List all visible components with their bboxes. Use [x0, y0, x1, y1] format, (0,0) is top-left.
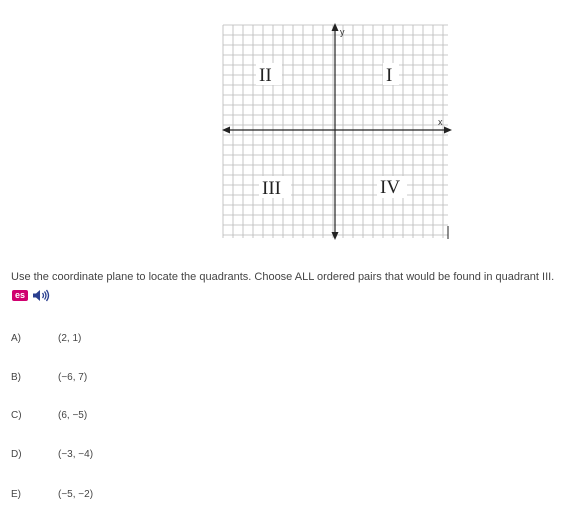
y-axis-bottom-arrow — [332, 232, 339, 240]
choice-c[interactable] — [11, 410, 311, 426]
choice-letter: E) — [11, 489, 21, 500]
y-axis-top-arrow — [332, 23, 339, 31]
x-axis-right-arrow — [444, 127, 452, 134]
choice-value: (−6, 7) — [58, 372, 88, 383]
quadrant-I-label: I — [386, 65, 393, 86]
quadrant-II-label: II — [259, 65, 272, 86]
choice-d[interactable] — [11, 449, 311, 465]
choice-letter: C) — [11, 410, 22, 421]
coordinate-plane — [0, 0, 579, 250]
x-axis-label: x — [438, 117, 443, 127]
choice-value: (6, −5) — [58, 410, 88, 421]
question-text: Use the coordinate plane to locate the quadrants. Choose ALL ordered pairs that would be found in quadrant III. — [11, 271, 555, 283]
choice-e[interactable] — [11, 489, 311, 505]
y-axis-label: y — [340, 27, 345, 37]
spanish-translate-icon[interactable]: es — [12, 290, 28, 301]
choice-b[interactable] — [11, 372, 311, 388]
choice-letter: A) — [11, 333, 21, 344]
quadrant-IV-label: IV — [380, 177, 401, 198]
speaker-icon[interactable] — [32, 289, 50, 302]
choice-value: (−5, −2) — [58, 489, 94, 500]
choice-letter: B) — [11, 372, 21, 383]
quadrant-III-label: III — [262, 178, 281, 199]
choice-letter: D) — [11, 449, 22, 460]
choice-value: (−3, −4) — [58, 449, 94, 460]
choice-value: (2, 1) — [58, 333, 82, 344]
choice-a[interactable] — [11, 333, 311, 349]
